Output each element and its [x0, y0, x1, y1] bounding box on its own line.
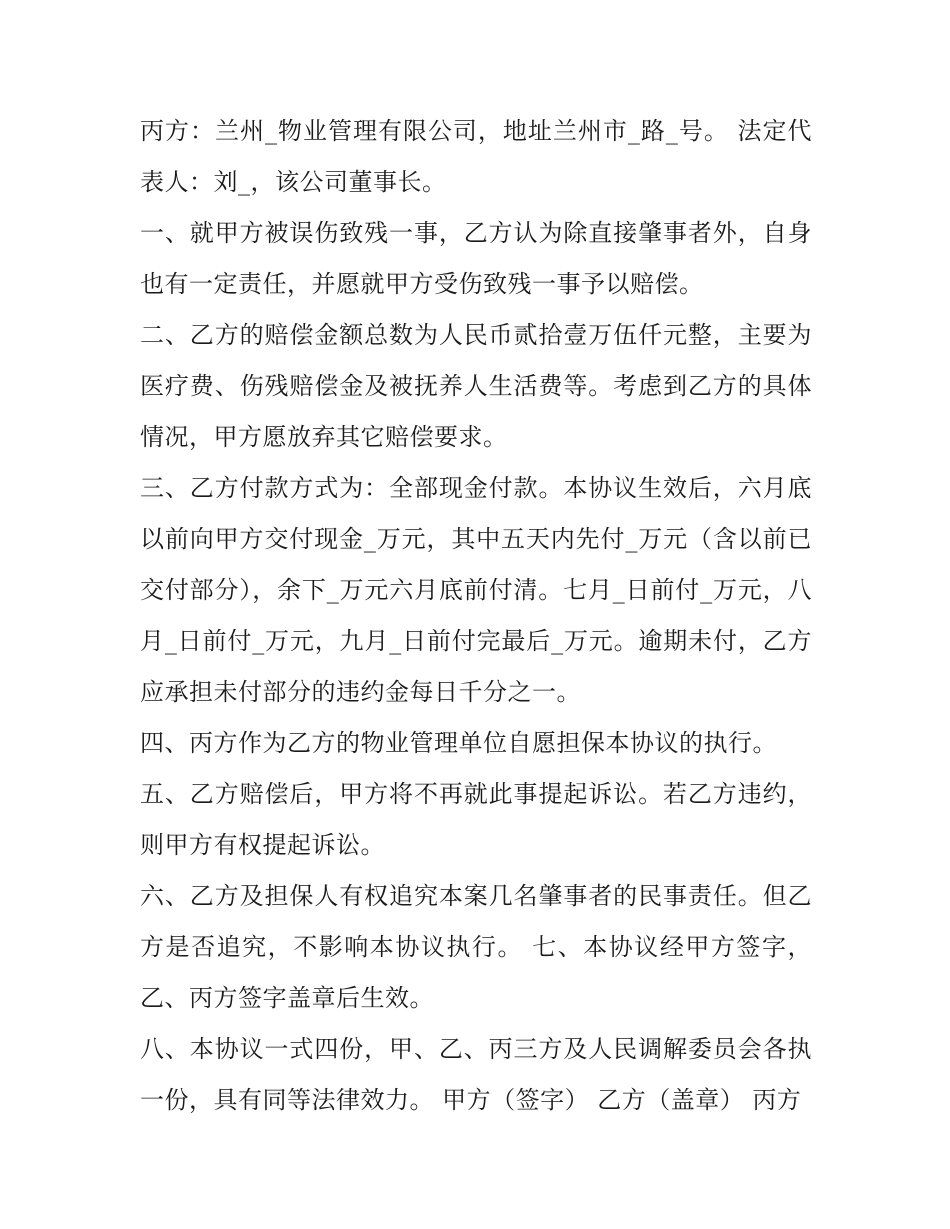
paragraph-clause-3: 三、乙方付款方式为：全部现金付款。本协议生效后，六月底以前向甲方交付现金_万元，其中五天内先付_万元（含以前已交付部分），余下_万元六月底前付清。七月_日前付_万元，八月_日前付_万元，九月_日前付完最后_万元。逾期未付，乙方应承担未付部分的违约金每日千分之一。: [140, 474, 812, 706]
paragraph-clause-5: 五、乙方赔偿后，甲方将不再就此事提起诉讼。若乙方违约，则甲方有权提起诉讼。: [140, 780, 812, 859]
paragraph-clause-8-signatures: 八、本协议一式四份，甲、乙、丙三方及人民调解委员会各执一份，具有同等法律效力。 甲方（签字） 乙方（盖章） 丙方: [140, 1035, 812, 1114]
paragraph-party-c: 丙方：兰州_物业管理有限公司，地址兰州市_路_号。 法定代表人：刘_，该公司董事长。: [140, 117, 812, 196]
paragraph-clause-2: 二、乙方的赔偿金额总数为人民币贰拾壹万伍仟元整，主要为医疗费、伤残赔偿金及被抚养人生活费等。考虑到乙方的具体情况，甲方愿放弃其它赔偿要求。: [140, 321, 812, 451]
document-body: [140, 106, 812, 1126]
paragraph-clause-4: 四、丙方作为乙方的物业管理单位自愿担保本协议的执行。: [140, 729, 777, 757]
paragraph-clause-6-7: 六、乙方及担保人有权追究本案几名肇事者的民事责任。但乙方是否追究，不影响本协议执行。 七、本协议经甲方签字，乙、丙方签字盖章后生效。: [140, 882, 812, 1012]
paragraph-clause-1: 一、就甲方被误伤致残一事，乙方认为除直接肇事者外，自身也有一定责任，并愿就甲方受伤致残一事予以赔偿。: [140, 219, 812, 298]
